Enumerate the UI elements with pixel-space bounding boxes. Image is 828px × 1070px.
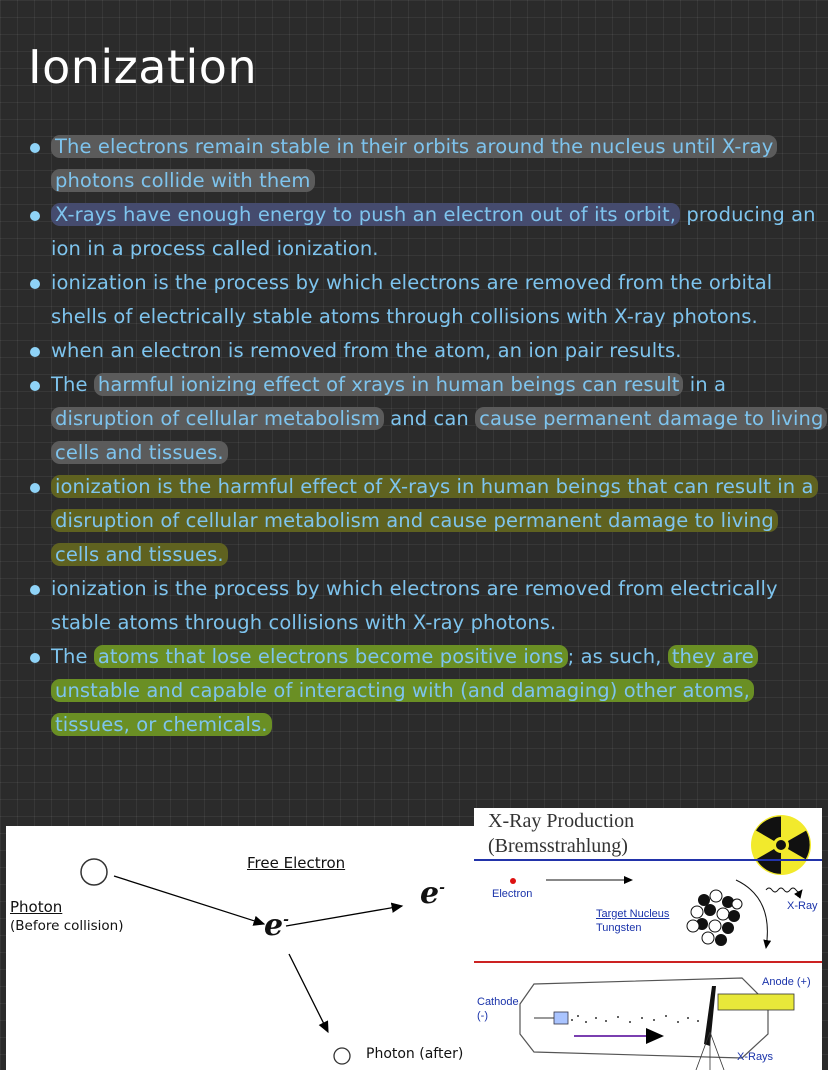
photon-label: Photon bbox=[10, 898, 63, 916]
radiation-hazard-icon bbox=[751, 815, 818, 881]
note-bullet bbox=[28, 640, 824, 742]
note-bullet bbox=[28, 572, 824, 640]
scattered-photon-arrow bbox=[289, 954, 328, 1032]
highlighted-text: disruption of cellular metabolism bbox=[51, 407, 384, 430]
electron-symbol-initial: e- bbox=[264, 908, 289, 943]
highlighted-text: X-rays have enough energy to push an electron out of its orbit, bbox=[51, 203, 680, 226]
xrays-label: X-Rays bbox=[737, 1051, 774, 1063]
scattered-photon-circle bbox=[334, 1048, 350, 1064]
note-text: in a bbox=[683, 373, 727, 396]
anode-label: Anode (+) bbox=[762, 976, 811, 988]
note-bullet bbox=[28, 198, 824, 266]
highlighted-text: harmful ionizing effect of xrays in human beings can result bbox=[94, 373, 684, 396]
tungsten-label: Tungsten bbox=[596, 922, 642, 934]
collision-diagram-graphic bbox=[6, 826, 474, 1070]
incident-photon-arrow bbox=[114, 876, 264, 924]
note-bullet bbox=[28, 368, 824, 470]
note-text: ionization is the process by which electrons are removed from electrically stable atoms through collisions with X-ray photons. bbox=[51, 577, 778, 634]
highlighted-text: they are unstable and capable of interacting with (and damaging) other atoms, tissues, or chemicals. bbox=[51, 645, 758, 736]
electron-path-arrow bbox=[286, 906, 402, 926]
note-text: ; as such, bbox=[567, 645, 668, 668]
xray-title-line1: X-Ray Production bbox=[488, 810, 635, 832]
cathode-filament bbox=[554, 1012, 568, 1024]
collision-diagram bbox=[6, 826, 474, 1070]
photon-after-label: Photon (after) bbox=[366, 1046, 464, 1062]
note-bullet bbox=[28, 130, 824, 198]
page-title: Ionization bbox=[28, 40, 258, 94]
note-bullet bbox=[28, 334, 824, 368]
anode-rod bbox=[718, 994, 794, 1010]
note-text: The bbox=[51, 645, 94, 668]
highlighted-text: cause permanent damage to living cells and tissues. bbox=[51, 407, 827, 464]
photon-before-label: (Before collision) bbox=[10, 918, 124, 934]
note-text: when an electron is removed from the atom, an ion pair results. bbox=[51, 339, 682, 362]
note-bullet bbox=[28, 470, 824, 572]
target-nucleus-graphic bbox=[687, 890, 742, 946]
highlighted-text: The electrons remain stable in their orbits around the nucleus until X-ray photons collide with them bbox=[51, 135, 777, 192]
target-nucleus-label: Target Nucleus bbox=[596, 908, 670, 920]
xray-label: X-Ray bbox=[787, 900, 818, 912]
highlighted-text: ionization is the harmful effect of X-rays in human beings that can result in a disruption of cellular metabolism and cause permanent damage to living cells and tissues. bbox=[51, 475, 818, 566]
note-text: producing an ion in a process called ionization. bbox=[51, 203, 816, 260]
note-text: and can bbox=[383, 407, 476, 430]
note-text: The bbox=[51, 373, 94, 396]
xray-production-diagram bbox=[474, 808, 822, 1070]
xray-title-line2: (Bremsstrahlung) bbox=[488, 835, 628, 857]
highlighted-text: atoms that lose electrons become positive ions bbox=[94, 645, 568, 668]
cathode-sign-label: (-) bbox=[477, 1010, 488, 1022]
notes-list bbox=[28, 130, 824, 742]
cathode-label: Cathode bbox=[477, 996, 519, 1008]
incident-photon-circle bbox=[81, 859, 107, 885]
electron-label: Electron bbox=[492, 888, 533, 900]
note-text: ionization is the process by which electrons are removed from the orbital shells of electrically stable atoms through collisions with X-ray photons. bbox=[51, 271, 773, 328]
electron-symbol-ejected: e- bbox=[420, 876, 445, 911]
note-bullet bbox=[28, 266, 824, 334]
free-electron-label: Free Electron bbox=[247, 854, 346, 872]
